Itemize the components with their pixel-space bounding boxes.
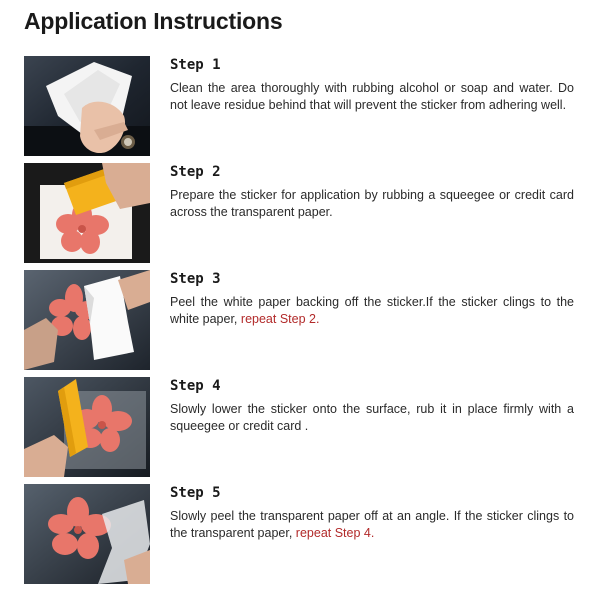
step-1-photo (24, 56, 150, 156)
step-4-title: Step 4 (170, 378, 221, 394)
step-1-text (170, 80, 574, 114)
step-2-title: Step 2 (170, 164, 221, 180)
step-3-repeat-link: repeat Step 2. (240, 312, 320, 326)
step-3-photo (24, 270, 150, 370)
step-1-text-body: Clean the area thoroughly with rubbing alcohol or soap and water. Do not leave residue behind that will prevent the sticker from adhering well. (170, 81, 574, 112)
step-5-text-body: Slowly peel the transparent paper off at an angle. If the sticker clings to the transparent paper, (170, 509, 574, 540)
step-5 (24, 484, 580, 584)
step-3-text (170, 294, 574, 328)
step-1 (24, 56, 580, 156)
step-4 (24, 377, 580, 477)
step-4-text-body: Slowly lower the sticker onto the surface, rub it in place firmly with a squeegee or credit card . (170, 402, 574, 433)
step-2-text (170, 187, 574, 221)
step-5-title: Step 5 (170, 485, 221, 501)
step-2 (24, 163, 580, 263)
step-5-photo (24, 484, 150, 584)
step-3-text-body: Peel the white paper backing off the sticker.If the sticker clings to the white paper, (170, 295, 574, 326)
step-3-title: Step 3 (170, 271, 221, 287)
step-1-title: Step 1 (170, 57, 221, 73)
step-4-text (170, 401, 574, 435)
step-3 (24, 270, 580, 370)
step-5-repeat-link: repeat Step 4. (295, 526, 375, 540)
step-5-text (170, 508, 574, 542)
step-2-photo (24, 163, 150, 263)
step-2-text-body: Prepare the sticker for application by rubbing a squeegee or credit card across the transparent paper. (170, 188, 574, 219)
step-4-photo (24, 377, 150, 477)
page-title: Application Instructions (24, 8, 283, 34)
